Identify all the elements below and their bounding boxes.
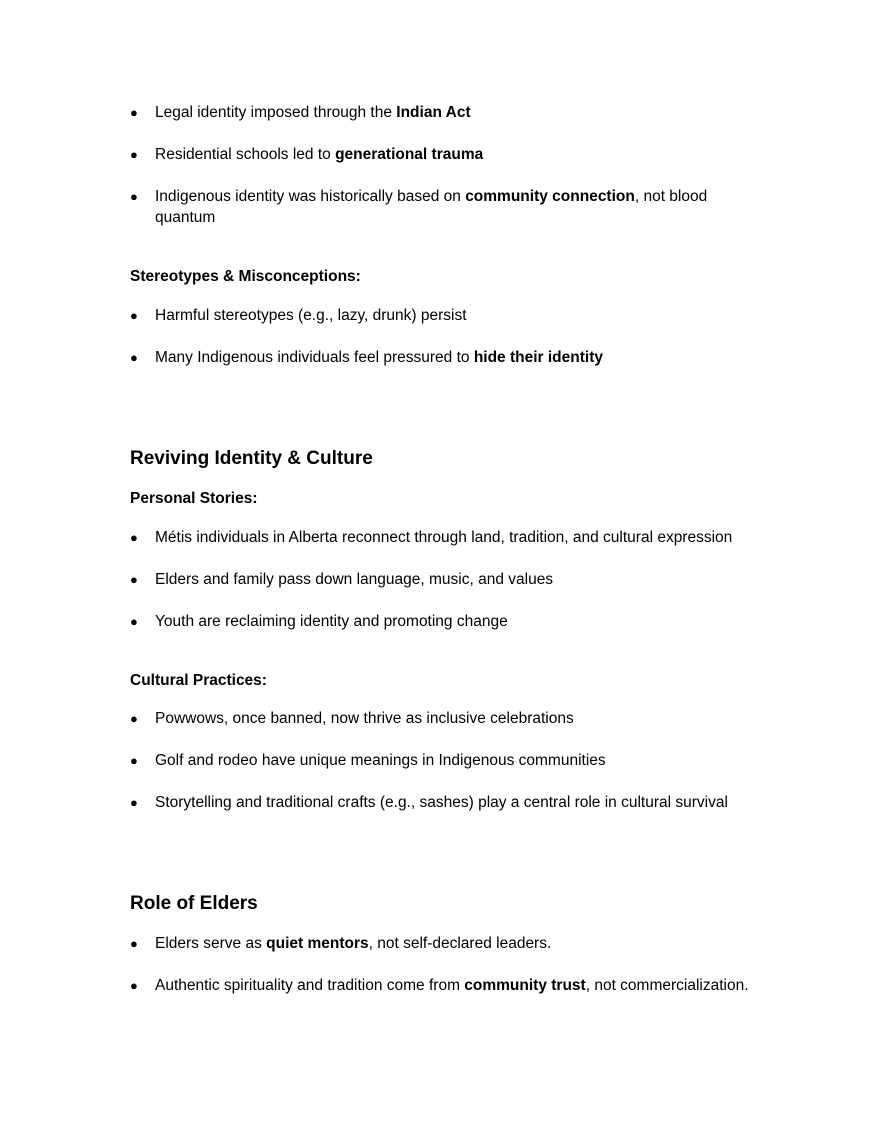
item-text: Elders and family pass down language, music, and values: [155, 571, 554, 588]
item-after-text: , not commercialization.: [585, 977, 749, 994]
personal-stories-list-block: [130, 527, 790, 632]
item-text: Harmful stereotypes (e.g., lazy, drunk) persist: [155, 307, 467, 324]
item-text: Legal identity imposed through the: [155, 104, 397, 121]
item-text: Golf and rodeo have unique meanings in Indigenous communities: [155, 752, 606, 769]
bullet-icon: ●: [130, 711, 138, 726]
list-item: [130, 975, 790, 996]
item-bold-text: generational trauma: [335, 146, 484, 163]
stereotypes-list-block: [130, 305, 790, 368]
bullet-icon: ●: [130, 572, 138, 587]
item-text: Powwows, once banned, now thrive as inclusive celebrations: [155, 710, 574, 727]
elders-section-heading: Role of Elders: [130, 893, 258, 914]
cultural-practices-heading: Cultural Practices:: [130, 672, 267, 689]
elders-bullet-list: [130, 933, 790, 996]
item-bold-text: Indian Act: [396, 104, 471, 121]
list-item: [130, 305, 790, 326]
list-item: [130, 569, 790, 590]
cultural-practices-bullet-list: [130, 708, 790, 813]
bullet-icon: ●: [130, 189, 138, 204]
item-text: Youth are reclaiming identity and promoting change: [155, 613, 508, 630]
list-item: [130, 933, 790, 954]
list-item: [130, 527, 790, 548]
item-text: Residential schools led to: [155, 146, 336, 163]
list-item: [130, 708, 790, 729]
list-item: [130, 102, 790, 123]
item-after-text: , not self-declared leaders.: [368, 935, 552, 952]
item-bold-text: community connection: [465, 188, 635, 205]
bullet-icon: ●: [130, 350, 138, 365]
list-item: [130, 186, 725, 228]
item-after-text: , not blood quantum: [155, 188, 708, 226]
stereotypes-heading: Stereotypes & Misconceptions:: [130, 268, 361, 285]
elders-list-block: [130, 933, 790, 996]
item-text: Métis individuals in Alberta reconnect through land, tradition, and cultural expression: [155, 529, 733, 546]
stereotypes-bullet-list: [130, 305, 790, 368]
bullet-icon: ●: [130, 530, 138, 545]
item-text: Indigenous identity was historically based on: [155, 188, 466, 205]
reviving-section-heading: Reviving Identity & Culture: [130, 448, 373, 469]
personal-stories-heading: Personal Stories:: [130, 490, 258, 507]
item-text: Many Indigenous individuals feel pressured to: [155, 349, 474, 366]
bullet-icon: ●: [130, 105, 138, 120]
cultural-practices-list-block: [130, 708, 790, 813]
item-bold-text: hide their identity: [473, 349, 603, 366]
item-bold-text: quiet mentors: [266, 935, 369, 952]
list-item: [130, 611, 790, 632]
bullet-icon: ●: [130, 147, 138, 162]
list-item: [130, 144, 790, 165]
bullet-icon: ●: [130, 936, 138, 951]
list-item: [130, 347, 790, 368]
intro-bullet-list: [130, 102, 790, 228]
bullet-icon: ●: [130, 753, 138, 768]
list-item: [130, 750, 790, 771]
bullet-icon: ●: [130, 308, 138, 323]
item-bold-text: community trust: [464, 977, 586, 994]
item-text: Storytelling and traditional crafts (e.g., sashes) play a central role in cultural survival: [155, 794, 728, 811]
bullet-icon: ●: [130, 795, 138, 810]
intro-list-block: [130, 102, 790, 228]
bullet-icon: ●: [130, 614, 138, 629]
bullet-icon: ●: [130, 978, 138, 993]
item-text: Authentic spirituality and tradition come from: [155, 977, 465, 994]
personal-stories-bullet-list: [130, 527, 790, 632]
item-text: Elders serve as: [155, 935, 267, 952]
list-item: [130, 792, 790, 813]
